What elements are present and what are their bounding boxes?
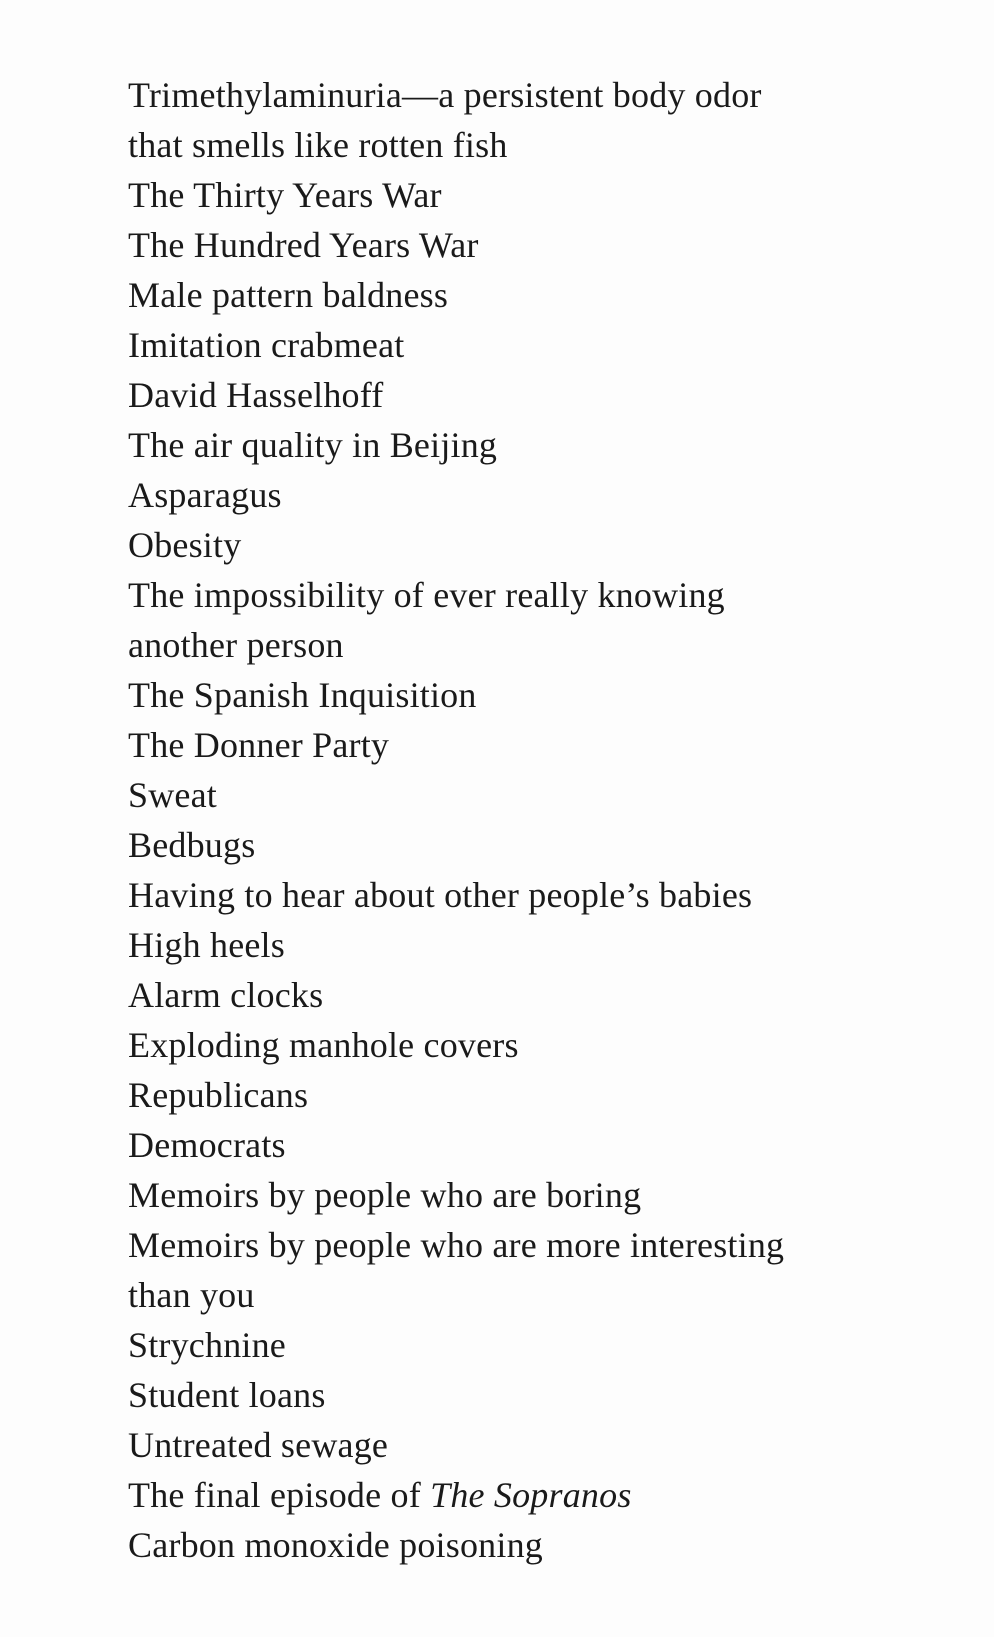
list-item [128,1320,898,1370]
list-item-text: The Hundred Years War [128,225,479,265]
list-item-text: Imitation crabmeat [128,325,405,365]
list-item [128,970,898,1020]
list-item [128,70,898,170]
list-item [128,1220,898,1320]
list-item-text: Carbon monoxide poisoning [128,1525,543,1565]
list-item-text: Obesity [128,525,242,565]
list-item [128,320,898,370]
list-item-continuation: another person [128,625,344,665]
list-item [128,870,898,920]
list-item [128,270,898,320]
list-item-text: Trimethylaminuria—a persistent body odor [128,75,762,115]
list-item [128,720,898,770]
list-item [128,1370,898,1420]
list-item [128,670,898,720]
list-item-text: Student loans [128,1375,326,1415]
list-item [128,570,898,670]
list-item [128,370,898,420]
italic-title-text: The Sopranos [430,1475,632,1515]
list-item-text: Republicans [128,1075,309,1115]
list-item [128,420,898,470]
list-item-continuation: that smells like rotten fish [128,125,508,165]
list-item [128,920,898,970]
list-item-continuation: than you [128,1275,255,1315]
list-item-text: Untreated sewage [128,1425,389,1465]
list-item-text: Alarm clocks [128,975,324,1015]
list-item-text: High heels [128,925,285,965]
list-item-text: The Spanish Inquisition [128,675,477,715]
list-item-text: Democrats [128,1125,286,1165]
list-item [128,1070,898,1120]
list-item [128,1170,898,1220]
list-item [128,1020,898,1070]
list-item [128,1120,898,1170]
list-item-text: Exploding manhole covers [128,1025,519,1065]
list-item-text: Having to hear about other people’s babies [128,875,753,915]
list-item [128,1420,898,1470]
list-item-text: The final episode of [128,1475,431,1515]
list-item-text: Bedbugs [128,825,256,865]
list-item-text: Memoirs by people who are boring [128,1175,642,1215]
list-item [128,170,898,220]
item-list [128,70,898,1570]
list-item [128,770,898,820]
list-item-text: The impossibility of ever really knowing [128,575,725,615]
list-item-text: Sweat [128,775,217,815]
list-item-text: The air quality in Beijing [128,425,498,465]
list-item-text: The Thirty Years War [128,175,442,215]
list-item [128,1470,898,1520]
list-item [128,1520,898,1570]
list-item-text: David Hasselhoff [128,375,384,415]
list-item-text: Asparagus [128,475,282,515]
list-item [128,470,898,520]
list-item [128,520,898,570]
list-item-text: Memoirs by people who are more interesting [128,1225,785,1265]
list-item-text: The Donner Party [128,725,390,765]
list-item [128,820,898,870]
list-item [128,220,898,270]
list-item-text: Male pattern baldness [128,275,449,315]
list-item-text: Strychnine [128,1325,286,1365]
